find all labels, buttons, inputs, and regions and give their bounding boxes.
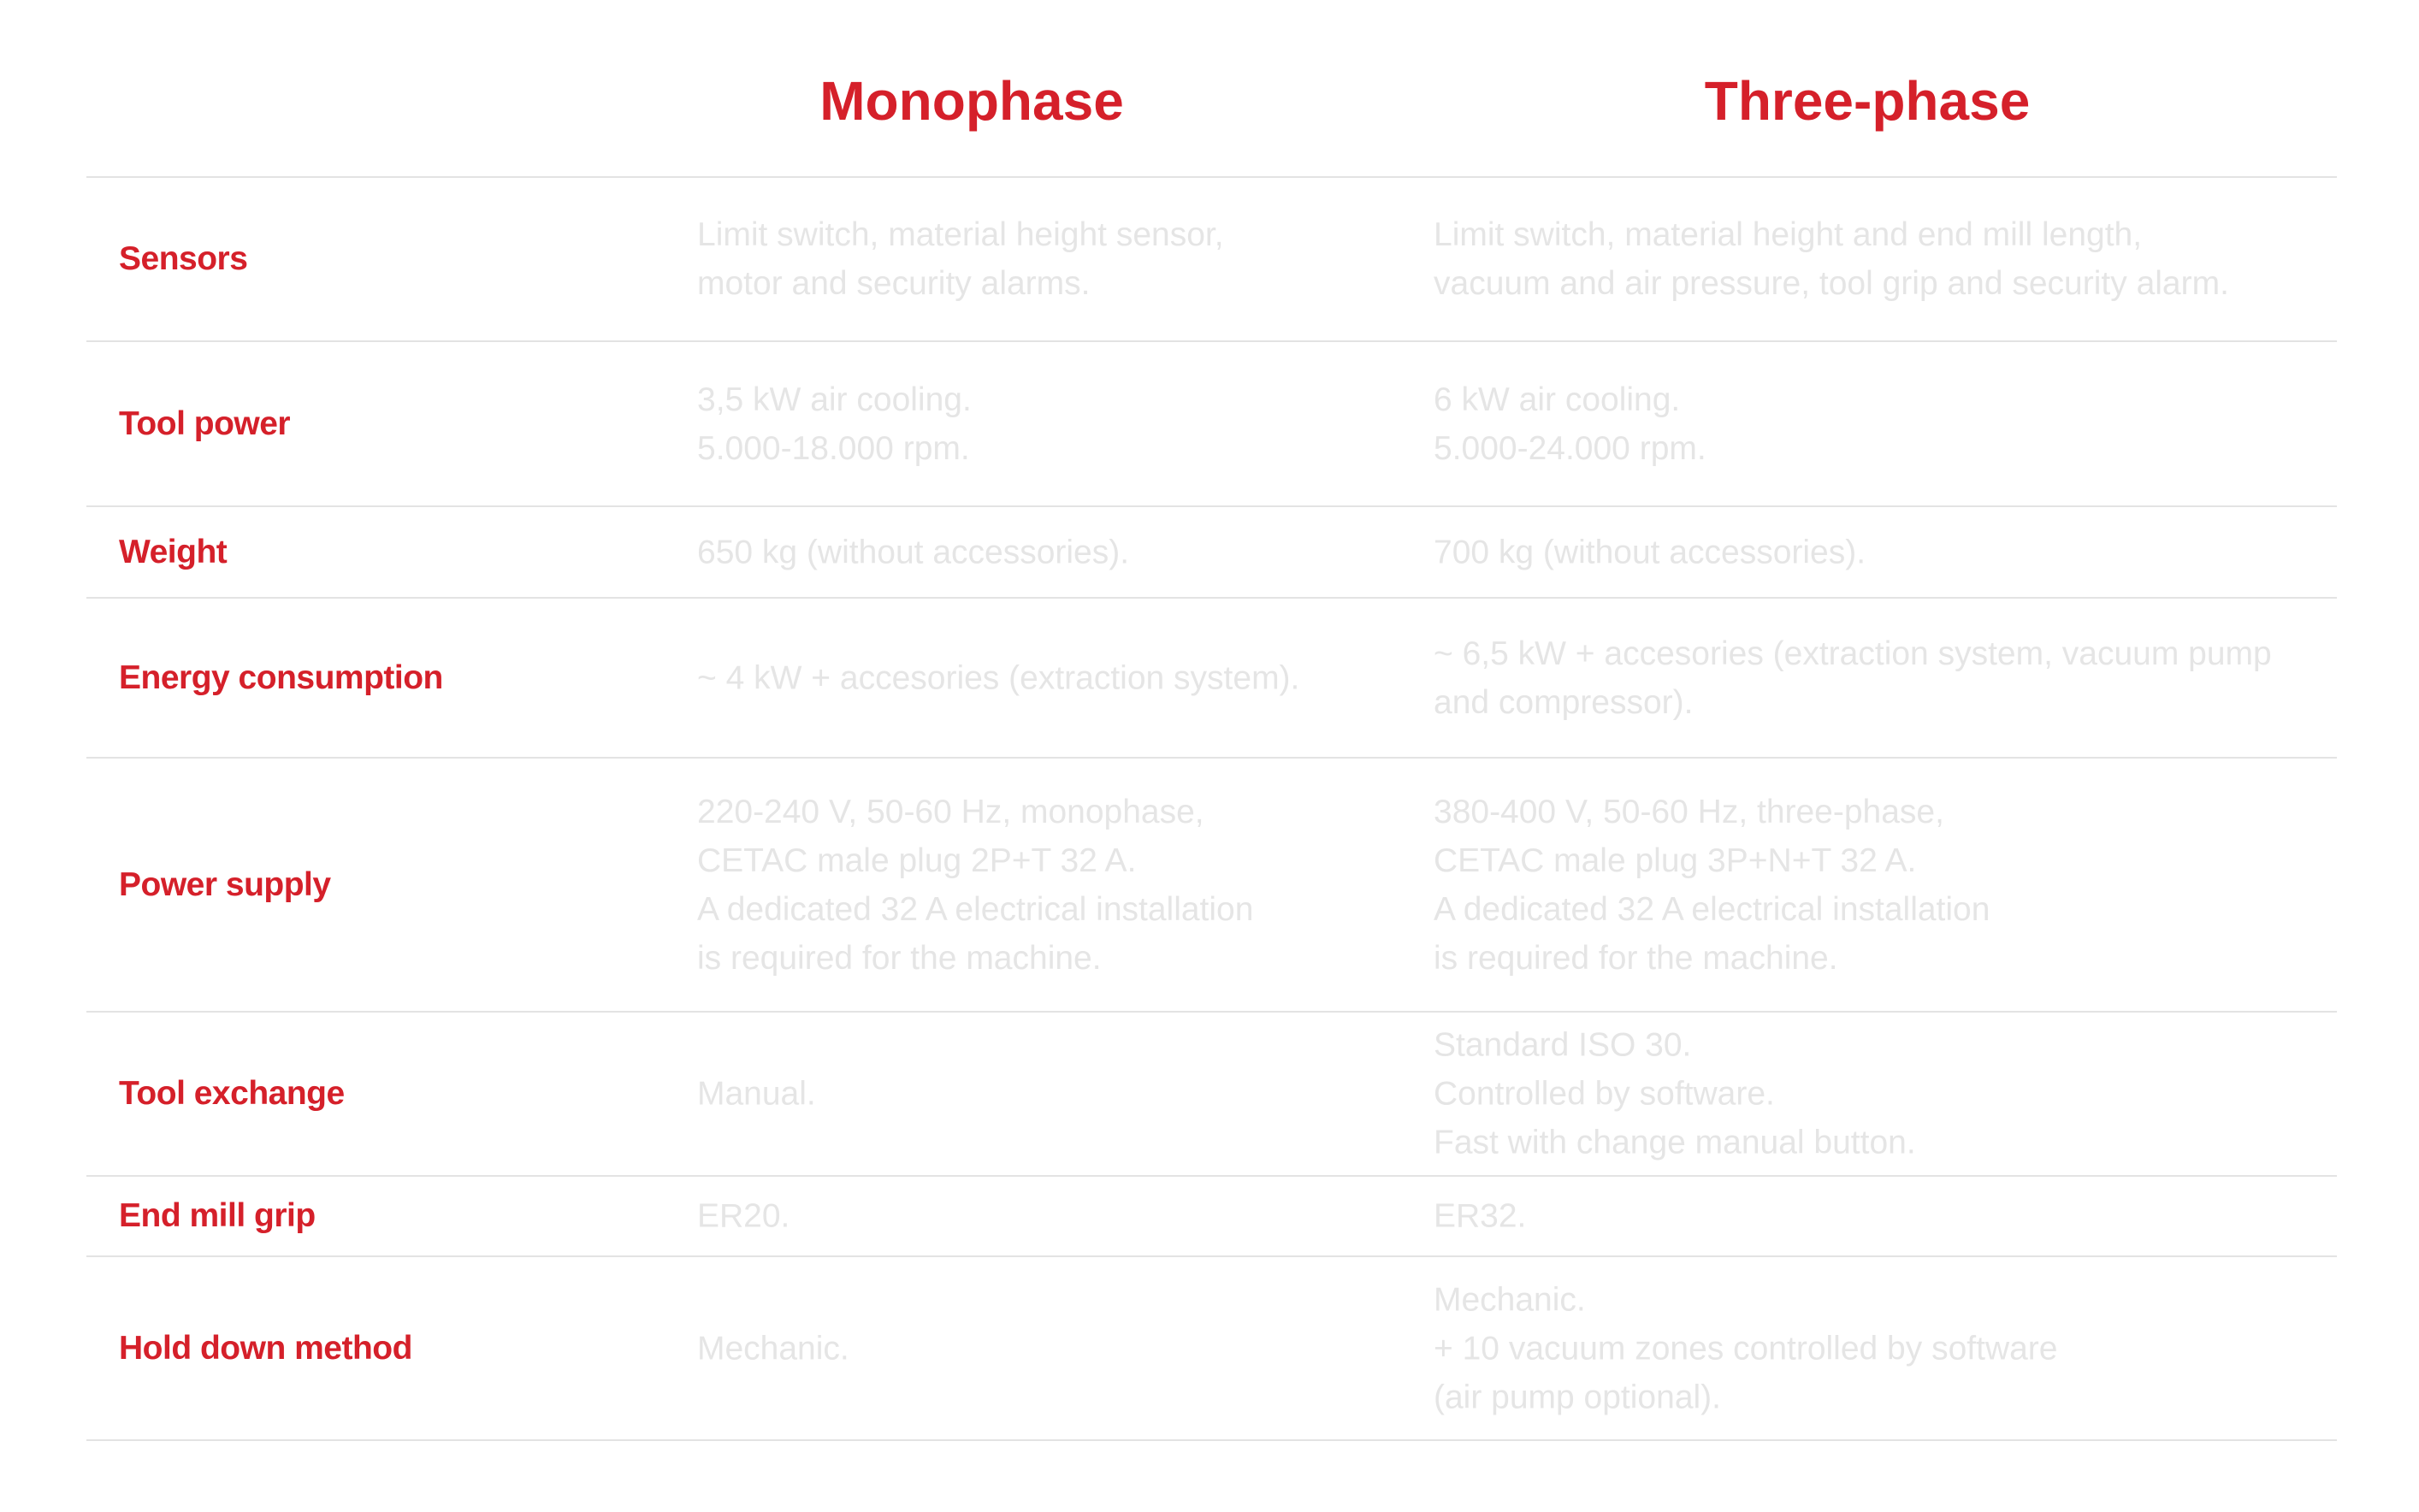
three-phase-value: Mechanic. + 10 vacuum zones controlled by software (air pump optional). — [1434, 1281, 2058, 1415]
table-row — [86, 178, 2337, 342]
row-label-energy-consumption: Energy consumption — [119, 659, 443, 696]
three-phase-value: 380-400 V, 50-60 Hz, three-phase, CETAC male plug 3P+N+T 32 A. A dedicated 32 A electrical installation is required for the machine. — [1434, 793, 1990, 977]
three-phase-value: 6 kW air cooling. 5.000-24.000 rpm. — [1434, 381, 1706, 467]
monophase-value: Limit switch, material height sensor, motor and security alarms. — [697, 216, 1224, 302]
monophase-value: 220-240 V, 50-60 Hz, monophase, CETAC male plug 2P+T 32 A. A dedicated 32 A electrical installation is required for the machine. — [697, 793, 1254, 977]
row-label-end-mill-grip: End mill grip — [119, 1197, 316, 1234]
table-row — [86, 1013, 2337, 1177]
table-row — [86, 1257, 2337, 1441]
three-phase-value: 700 kg (without accessories). — [1434, 534, 1866, 570]
table-row — [86, 342, 2337, 507]
three-phase-value: ER32. — [1434, 1197, 1527, 1235]
monophase-value: 650 kg (without accessories). — [697, 534, 1130, 570]
row-label-hold-down-method: Hold down method — [119, 1329, 412, 1367]
three-phase-value: ~ 6,5 kW + accesories (extraction system, vacuum pump and compressor). — [1434, 635, 2272, 721]
row-label-sensors: Sensors — [119, 240, 248, 277]
three-phase-value: Limit switch, material height and end mill length, vacuum and air pressure, tool grip and security alarm. — [1434, 216, 2229, 302]
row-label-tool-exchange: Tool exchange — [119, 1075, 345, 1112]
table-header — [86, 0, 2337, 178]
monophase-value: Mechanic. — [697, 1330, 849, 1367]
monophase-value: ~ 4 kW + accesories (extraction system). — [697, 659, 1300, 696]
table-row — [86, 759, 2337, 1013]
column-header-three-phase: Three-phase — [1704, 70, 2031, 132]
monophase-value: 3,5 kW air cooling. 5.000-18.000 rpm. — [697, 381, 972, 467]
monophase-value: Manual. — [697, 1075, 816, 1113]
three-phase-value: Standard ISO 30. Controlled by software. Fast with change manual button. — [1434, 1026, 1916, 1161]
monophase-value: ER20. — [697, 1197, 790, 1235]
spec-comparison-table — [86, 0, 2337, 1441]
table-row — [86, 599, 2337, 759]
row-label-weight: Weight — [119, 533, 228, 570]
row-label-tool-power: Tool power — [119, 405, 291, 442]
table-row — [86, 507, 2337, 599]
table-row — [86, 1177, 2337, 1257]
column-header-monophase: Monophase — [819, 70, 1124, 132]
row-label-power-supply: Power supply — [119, 865, 331, 903]
